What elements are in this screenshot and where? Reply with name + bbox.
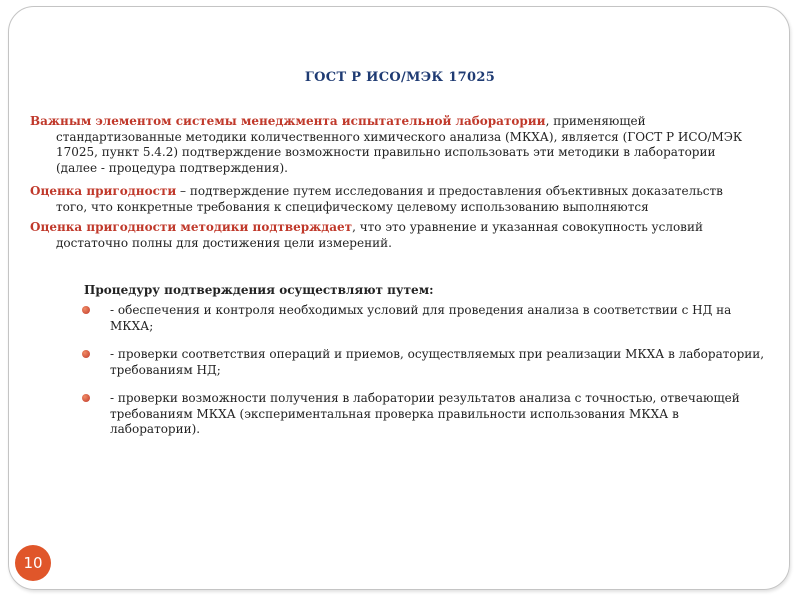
definition-text-rest: стандартизованные методики количественного химического анализа (МКХА), является (ГОСТ Р ИСО/МЭК 17025, пункт 5.4.2) подтверждение возможности правильно использовать эти методики в лаборатории (далее - процедура подтверждения). (56, 129, 743, 175)
definition-text-rest: того, что конкретные требования к специфическому целевому использованию выполняются (56, 199, 649, 214)
list-item (80, 391, 770, 438)
definition-text-first: – подтверждение путем исследования и предоставления объективных доказательств (176, 184, 723, 198)
definition-term: Оценка пригодности (30, 184, 177, 198)
slide-frame (8, 6, 790, 590)
list-item (80, 303, 770, 334)
page-number-badge: 10 (15, 545, 51, 581)
slide-title: ГОСТ Р ИСО/МЭК 17025 (304, 70, 496, 85)
definition-2 (30, 184, 758, 215)
definition-text-first: , что это уравнение и указанная совокупность условий (352, 220, 703, 234)
list-item (80, 347, 770, 378)
list-item-text: - обеспечения и контроля необходимых условий для проведения анализа в соответствии с НД на МКХА; (110, 303, 732, 333)
bullet-dot-icon (82, 306, 90, 314)
definition-text-rest: достаточно полны для достижения цели измерений. (56, 235, 392, 250)
procedure-list (80, 303, 770, 451)
bullet-dot-icon (82, 350, 90, 358)
list-item-text: - проверки соответствия операций и приемов, осуществляемых при реализации МКХА в лаборатории, требованиям НД; (110, 347, 765, 377)
bullet-dot-icon (82, 394, 90, 402)
definition-text-first: , применяющей (545, 114, 646, 128)
definition-term: Важным элементом системы менеджмента испытательной лаборатории (30, 114, 546, 128)
list-item-text: - проверки возможности получения в лаборатории результатов анализа с точностью, отвечающей требованиям МКХА (экспериментальная проверка правильности использования МКХА в лаборатории). (110, 391, 740, 436)
definition-3 (30, 220, 758, 251)
definition-1 (30, 114, 758, 176)
procedure-title: Процедуру подтверждения осуществляют путем: (84, 283, 434, 297)
definition-term: Оценка пригодности методики подтверждает (30, 220, 353, 234)
